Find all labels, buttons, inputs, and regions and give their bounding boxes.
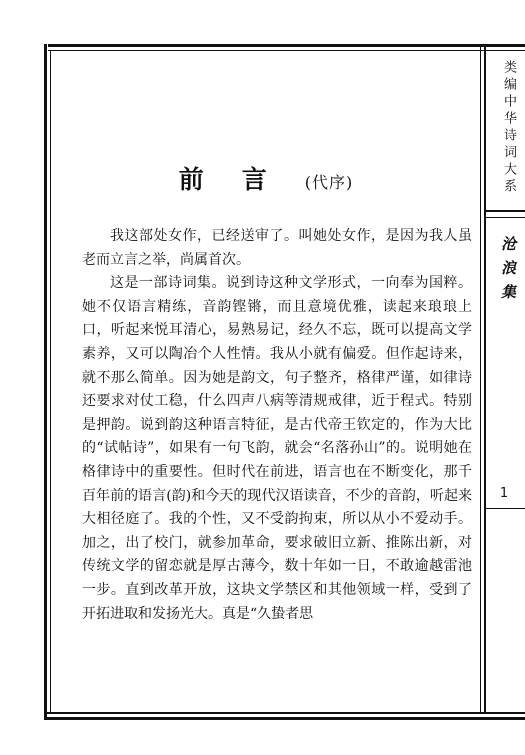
book-title: 沧浪集 bbox=[499, 236, 517, 308]
title-main: 前言 bbox=[178, 165, 305, 194]
paragraph: 这是一部诗词集。说到诗这种文学形式，一向奉为国粹。她不仅语言精练，音韵铿锵，而且意境优雅，读起来琅琅上口，听起来悦耳清心，易熟易记，经久不忘，既可以提高文学素养，又可以陶冶个人性情。我从小就有偏爱。但作起诗来，就不那么简单。因为她是韵文，句子整齐，格律严谨，如律诗还要求对仗工稳，什么四声八病等清规戒律，近于程式。特别是押韵。说到韵这种语言特征，是古代帝王钦定的，作为大比的“试帖诗”，如果有一句飞韵，就会“名落孙山”的。说明她在格律诗中的重要性。但时代在前进，语言也在不断变化，那千百年前的语言(韵)和今天的现代汉语读音，不少的音韵，听起来大相径庭了。我的个性，又不受韵拘束，所以从小不爱动手。加之，出了校门，就参加革命，要求破旧立新、推陈出新，对传统文学的留恋就是厚古薄今，数十年如一日，不敢逾越雷池一步。直到改革开放，这块文学禁区和其他领域一样，受到了开拓进取和发扬光大。真是“久蛰者思 bbox=[82, 275, 472, 622]
page-number-rule bbox=[486, 508, 525, 509]
series-title: 类编中华诗词大系 bbox=[501, 60, 516, 196]
title-subtitle: (代序) bbox=[304, 173, 354, 192]
frame-line bbox=[48, 44, 525, 47]
frame-line bbox=[484, 47, 486, 713]
section-title bbox=[60, 160, 472, 196]
frame-line bbox=[50, 50, 51, 714]
frame-line bbox=[44, 717, 525, 720]
frame-line bbox=[44, 44, 47, 720]
paragraph: 我这部处女作，已经送审了。叫她处女作，是因为我人虽老而立言之举，尚属首次。 bbox=[82, 228, 472, 268]
side-divider bbox=[486, 217, 525, 218]
frame-line bbox=[480, 47, 481, 713]
frame-line bbox=[44, 712, 525, 714]
frame-line bbox=[48, 50, 525, 51]
page-number: 1 bbox=[499, 486, 509, 501]
side-divider bbox=[486, 210, 525, 212]
body-text bbox=[82, 225, 472, 626]
